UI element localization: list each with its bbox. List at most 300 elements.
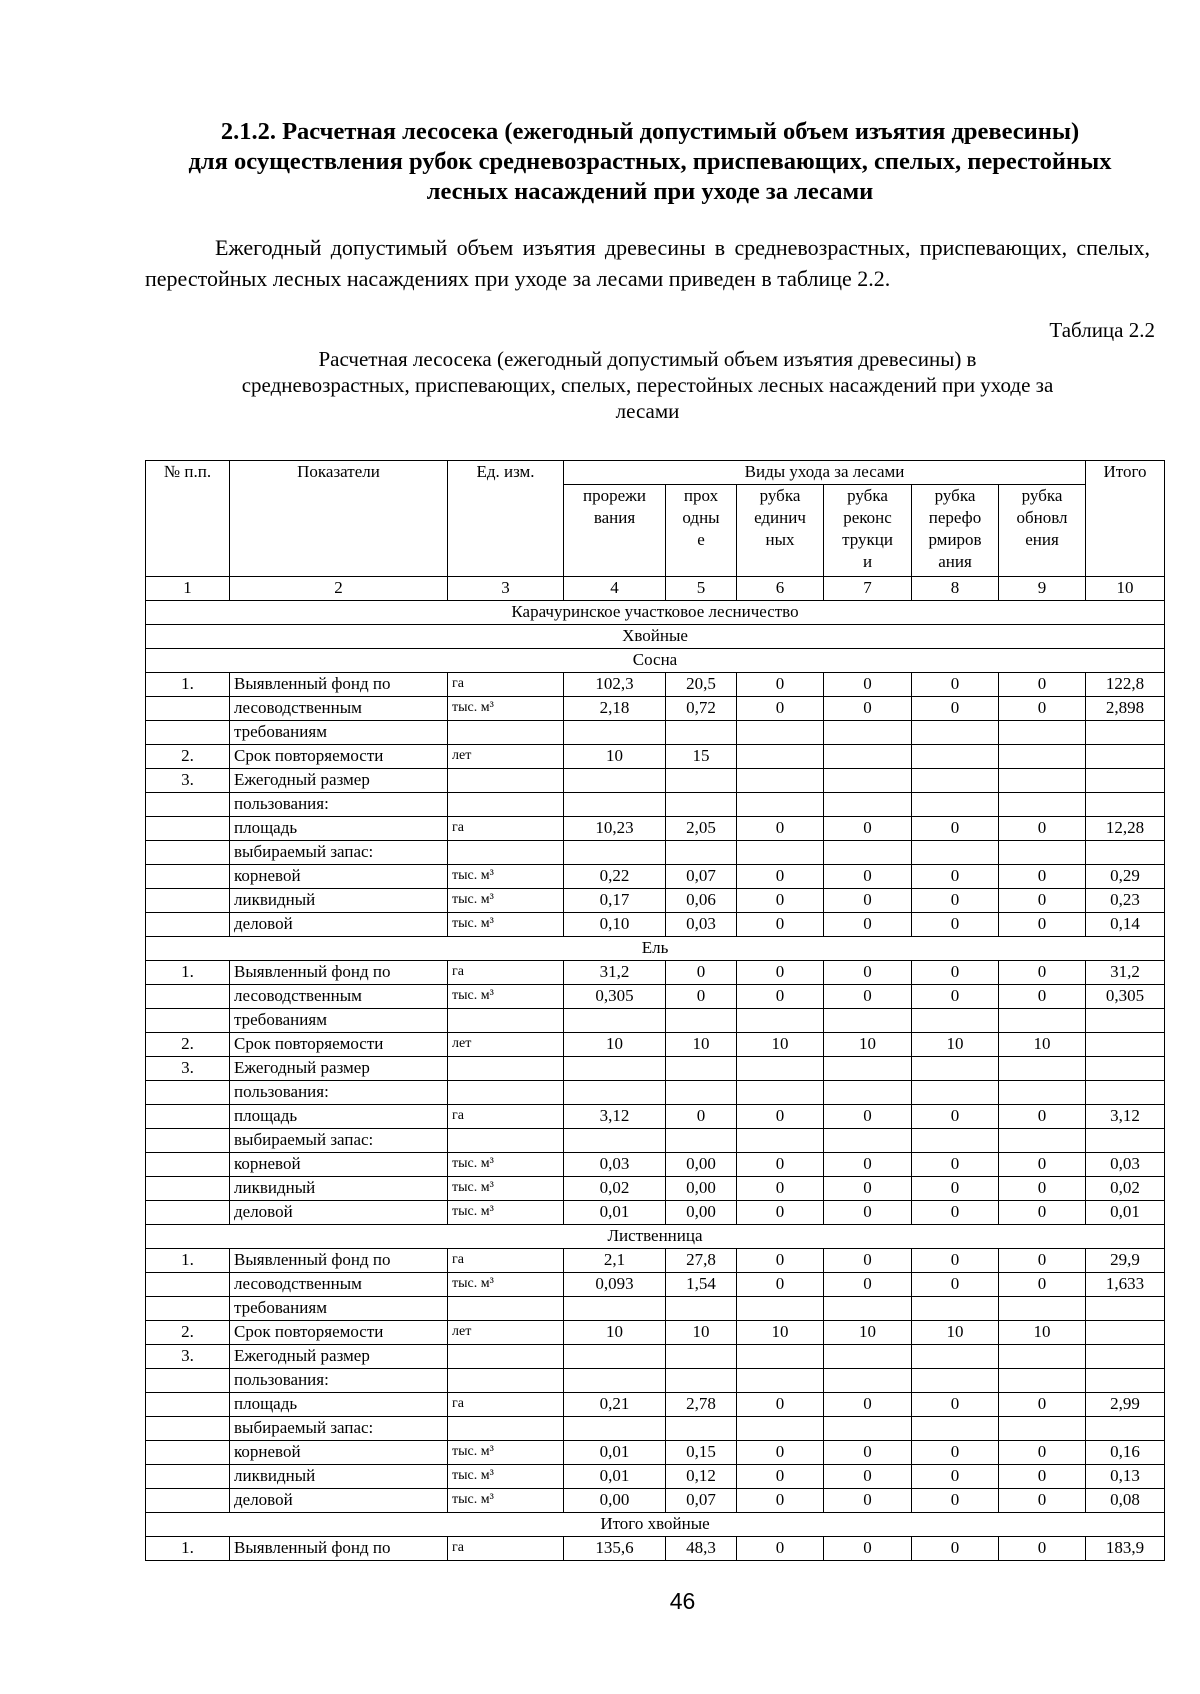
row-value: 0 [737,1273,824,1297]
table-row [146,1057,1165,1081]
row-value [564,793,666,817]
header-care-type-line: обновл [1016,508,1068,527]
row-total [1086,1033,1165,1057]
header-care-type-line: рубка [759,486,801,505]
row-total: 12,28 [1086,817,1165,841]
row-value: 0 [737,1177,824,1201]
row-value: 10 [666,1321,737,1345]
row-label: Срок повторяемости [230,745,448,769]
row-value: 0 [999,1489,1086,1513]
row-label: площадь [230,817,448,841]
row-num [146,697,230,721]
row-value: 10 [912,1033,999,1057]
row-value: 2,78 [666,1393,737,1417]
row-label: пользования: [230,1081,448,1105]
row-value [824,1009,912,1033]
row-total: 2,898 [1086,697,1165,721]
row-total [1086,1369,1165,1393]
table-row [146,1249,1165,1273]
row-value [912,1297,999,1321]
row-value: 0 [912,1273,999,1297]
row-label: лесоводственным [230,985,448,1009]
row-unit [448,1009,564,1033]
row-value: 0 [737,1201,824,1225]
row-label: Выявленный фонд по [230,673,448,697]
row-total [1086,1345,1165,1369]
row-value [824,721,912,745]
row-value [824,1297,912,1321]
row-value: 0 [824,1177,912,1201]
row-value: 0,01 [564,1201,666,1225]
row-value [666,1345,737,1369]
row-value [999,1009,1086,1033]
row-num [146,793,230,817]
row-value: 10 [824,1321,912,1345]
row-value: 0,07 [666,865,737,889]
table-row [146,865,1165,889]
row-value [912,1369,999,1393]
row-value [999,1057,1086,1081]
row-total [1086,721,1165,745]
row-value: 0 [912,913,999,937]
row-num: 3. [146,769,230,793]
table-row [146,1201,1165,1225]
row-value: 0 [912,1465,999,1489]
row-value: 10 [737,1033,824,1057]
row-label: Выявленный фонд по [230,1249,448,1273]
row-total: 0,23 [1086,889,1165,913]
row-value: 102,3 [564,673,666,697]
table-caption [145,346,1150,424]
row-value: 10 [666,1033,737,1057]
row-total [1086,793,1165,817]
table-row [146,817,1165,841]
row-value: 2,1 [564,1249,666,1273]
row-value [737,1009,824,1033]
row-num: 3. [146,1345,230,1369]
row-value: 10 [999,1321,1086,1345]
row-value: 0 [824,1105,912,1129]
section-title: Сосна [146,649,1165,673]
table-row [146,841,1165,865]
row-value [666,1009,737,1033]
row-total [1086,1081,1165,1105]
row-value: 0 [912,1177,999,1201]
table-row [146,913,1165,937]
caption-line: Расчетная лесосека (ежегодный допустимый объем изъятия древесины) в [318,347,977,371]
row-unit [448,1081,564,1105]
row-unit: га [448,1393,564,1417]
table-row [146,1153,1165,1177]
row-unit: га [448,1105,564,1129]
row-label: выбираемый запас: [230,841,448,865]
row-total [1086,841,1165,865]
row-value [737,721,824,745]
table-row [146,1393,1165,1417]
row-value [666,1057,737,1081]
row-value [737,793,824,817]
header-care-type-line: ных [765,530,795,549]
header-care-type-line: вания [593,508,636,527]
row-label: ликвидный [230,1465,448,1489]
row-total [1086,1321,1165,1345]
row-value: 0,06 [666,889,737,913]
table-row [146,1009,1165,1033]
row-unit [448,1057,564,1081]
row-value: 0 [737,889,824,913]
row-value: 0,12 [666,1465,737,1489]
table-row [146,1345,1165,1369]
row-num [146,841,230,865]
row-value [912,841,999,865]
table-row [146,1105,1165,1129]
row-num [146,1393,230,1417]
row-label: требованиям [230,1297,448,1321]
row-value: 0 [999,1441,1086,1465]
section-row [146,625,1165,649]
row-value [737,769,824,793]
row-total: 183,9 [1086,1537,1165,1561]
row-num [146,1105,230,1129]
table-row [146,1465,1165,1489]
row-label: пользования: [230,793,448,817]
row-num [146,1009,230,1033]
row-label: выбираемый запас: [230,1417,448,1441]
row-num [146,1297,230,1321]
row-value: 0 [999,913,1086,937]
row-value: 0 [912,889,999,913]
row-value: 0 [999,1273,1086,1297]
column-number: 3 [448,577,564,601]
header-care-type [912,485,999,577]
row-num: 2. [146,1321,230,1345]
row-num [146,1417,230,1441]
row-value: 0 [824,961,912,985]
table-row [146,697,1165,721]
row-total: 0,08 [1086,1489,1165,1513]
row-value [999,721,1086,745]
table-row [146,1081,1165,1105]
row-value: 0 [999,817,1086,841]
row-value: 0 [824,1393,912,1417]
row-value: 0 [912,1105,999,1129]
row-value: 0 [912,961,999,985]
row-unit: тыс. м³ [448,1489,564,1513]
row-total: 0,29 [1086,865,1165,889]
row-value [999,769,1086,793]
column-number: 10 [1086,577,1165,601]
caption-line: средневозрастных, приспевающих, спелых, перестойных лесных насаждений при уходе за [241,373,1054,397]
header-care-type-line: рубка [1021,486,1063,505]
row-value [564,1081,666,1105]
row-value: 0,01 [564,1441,666,1465]
row-value [666,769,737,793]
row-value [912,1345,999,1369]
header-care-type [564,485,666,577]
row-value [912,1009,999,1033]
row-value [666,841,737,865]
row-value: 27,8 [666,1249,737,1273]
row-num [146,1129,230,1153]
column-number: 8 [912,577,999,601]
row-total [1086,1417,1165,1441]
row-value: 0 [824,1249,912,1273]
row-value: 0 [912,1153,999,1177]
row-unit [448,1369,564,1393]
row-unit: тыс. м³ [448,889,564,913]
row-value [737,1081,824,1105]
row-value [564,1129,666,1153]
table-row [146,745,1165,769]
row-value: 0 [912,1249,999,1273]
row-num [146,1441,230,1465]
row-unit: тыс. м³ [448,1273,564,1297]
row-value: 0 [999,865,1086,889]
row-value: 0 [737,1105,824,1129]
section-title: Хвойные [146,625,1165,649]
header-care-type-line: и [862,552,873,571]
row-value: 0 [912,985,999,1009]
row-value [999,1129,1086,1153]
table-label: Таблица 2.2 [1049,318,1155,342]
row-total: 2,99 [1086,1393,1165,1417]
row-value: 0 [999,1177,1086,1201]
row-total: 0,03 [1086,1153,1165,1177]
row-value: 0 [912,1441,999,1465]
table-row [146,889,1165,913]
row-value [999,1297,1086,1321]
row-value: 0,093 [564,1273,666,1297]
row-value: 10 [999,1033,1086,1057]
row-value: 0,03 [666,913,737,937]
row-unit: га [448,1249,564,1273]
section-title: Карачуринское участковое лесничество [146,601,1165,625]
row-value: 0 [737,1249,824,1273]
row-value: 0 [737,1153,824,1177]
row-label: площадь [230,1393,448,1417]
row-num: 2. [146,1033,230,1057]
row-value [737,1417,824,1441]
row-value [999,1369,1086,1393]
row-num: 2. [146,745,230,769]
row-label: деловой [230,1489,448,1513]
row-value: 0,21 [564,1393,666,1417]
row-value [824,769,912,793]
header-num: № п.п. [146,461,230,577]
row-value: 0 [666,961,737,985]
column-number-row [146,577,1165,601]
row-unit [448,1297,564,1321]
row-value: 10 [737,1321,824,1345]
row-value: 0,305 [564,985,666,1009]
row-value: 0 [737,913,824,937]
row-value [824,1417,912,1441]
header-indicators: Показатели [230,461,448,577]
table-row [146,721,1165,745]
row-value: 0,22 [564,865,666,889]
header-care-type-line: ания [938,552,972,571]
table-row [146,1177,1165,1201]
row-value: 0 [737,1441,824,1465]
row-value [912,1057,999,1081]
row-unit: га [448,817,564,841]
row-label: Ежегодный размер [230,769,448,793]
row-total: 0,13 [1086,1465,1165,1489]
row-num [146,985,230,1009]
row-value: 0,00 [666,1201,737,1225]
row-unit: тыс. м³ [448,865,564,889]
row-value: 0 [912,1537,999,1561]
row-total: 122,8 [1086,673,1165,697]
row-value: 0 [737,697,824,721]
heading-line: для осуществления рубок средневозрастных, приспевающих, спелых, перестойных [188,148,1112,175]
section-row [146,1513,1165,1537]
row-value [666,1081,737,1105]
row-value: 0 [912,1489,999,1513]
row-value: 3,12 [564,1105,666,1129]
row-unit [448,841,564,865]
row-value [564,1009,666,1033]
table-row [146,1297,1165,1321]
row-total [1086,1057,1165,1081]
row-value [999,793,1086,817]
row-total: 0,16 [1086,1441,1165,1465]
header-care-type-line: прох [683,486,719,505]
row-value: 0 [999,985,1086,1009]
row-label: деловой [230,913,448,937]
row-num: 1. [146,1249,230,1273]
row-total: 29,9 [1086,1249,1165,1273]
row-value [999,1081,1086,1105]
table-row [146,1033,1165,1057]
page-number: 46 [669,1588,696,1614]
row-value: 0 [999,1465,1086,1489]
row-label: требованиям [230,721,448,745]
row-value: 0 [999,1393,1086,1417]
row-num [146,913,230,937]
row-num: 1. [146,1537,230,1561]
row-value [999,745,1086,769]
row-value: 0,17 [564,889,666,913]
header-care-type-line: трукци [842,530,893,549]
row-label: Ежегодный размер [230,1345,448,1369]
row-num [146,817,230,841]
row-unit [448,793,564,817]
header-care-type-line: е [697,530,705,549]
row-value [666,1297,737,1321]
header-care-type-line: одны [682,508,720,527]
row-value [999,1345,1086,1369]
row-unit: га [448,961,564,985]
row-value [737,1345,824,1369]
row-value [824,1081,912,1105]
row-value: 0 [999,889,1086,913]
row-label: Ежегодный размер [230,1057,448,1081]
row-value: 0 [737,961,824,985]
header-care-type [999,485,1086,577]
row-value: 0,00 [666,1177,737,1201]
row-value: 0 [999,1537,1086,1561]
header-unit: Ед. изм. [448,461,564,577]
row-value [912,1417,999,1441]
row-label: ликвидный [230,1177,448,1201]
row-num [146,1201,230,1225]
row-value: 0 [824,1537,912,1561]
row-value [666,721,737,745]
row-value [912,793,999,817]
header-care-type-line: ения [1025,530,1059,549]
row-value [999,841,1086,865]
row-value: 31,2 [564,961,666,985]
header-care-type-line: единич [754,508,806,527]
column-number: 6 [737,577,824,601]
row-label: корневой [230,1153,448,1177]
column-number: 9 [999,577,1086,601]
row-value: 0,15 [666,1441,737,1465]
row-value [912,1129,999,1153]
row-value: 0 [824,1441,912,1465]
row-value [824,1369,912,1393]
allowable-cut-table [145,460,1165,1561]
row-value: 0 [824,913,912,937]
table-row [146,1369,1165,1393]
section-title: Ель [146,937,1165,961]
row-label: лесоводственным [230,1273,448,1297]
row-label: Срок повторяемости [230,1321,448,1345]
row-total: 0,305 [1086,985,1165,1009]
header-care-type-line: рубка [934,486,976,505]
row-value: 0 [824,865,912,889]
row-value [564,1057,666,1081]
row-value: 0 [824,673,912,697]
row-value [564,841,666,865]
row-num [146,1153,230,1177]
row-total [1086,745,1165,769]
row-value: 0 [912,865,999,889]
row-num [146,721,230,745]
section-row [146,937,1165,961]
row-value: 0 [737,817,824,841]
row-num [146,1081,230,1105]
table-row [146,673,1165,697]
row-unit: тыс. м³ [448,1177,564,1201]
row-num: 3. [146,1057,230,1081]
row-value [737,1297,824,1321]
row-unit [448,1129,564,1153]
row-total: 0,02 [1086,1177,1165,1201]
header-care-type [737,485,824,577]
row-value [666,1369,737,1393]
row-num [146,865,230,889]
row-value: 0 [999,697,1086,721]
row-unit [448,1345,564,1369]
heading-line: лесных насаждений при уходе за лесами [426,178,874,205]
row-unit: тыс. м³ [448,913,564,937]
row-value: 0,03 [564,1153,666,1177]
row-value: 0 [737,1393,824,1417]
table-row [146,1321,1165,1345]
column-number: 7 [824,577,912,601]
row-value: 0 [912,1201,999,1225]
row-value [666,1417,737,1441]
row-value: 0,00 [666,1153,737,1177]
section-title: Лиственница [146,1225,1165,1249]
row-value: 0 [737,673,824,697]
row-value: 0 [999,1201,1086,1225]
row-value: 0 [824,889,912,913]
row-value: 0,07 [666,1489,737,1513]
header-care-type-line: перефо [928,508,982,527]
